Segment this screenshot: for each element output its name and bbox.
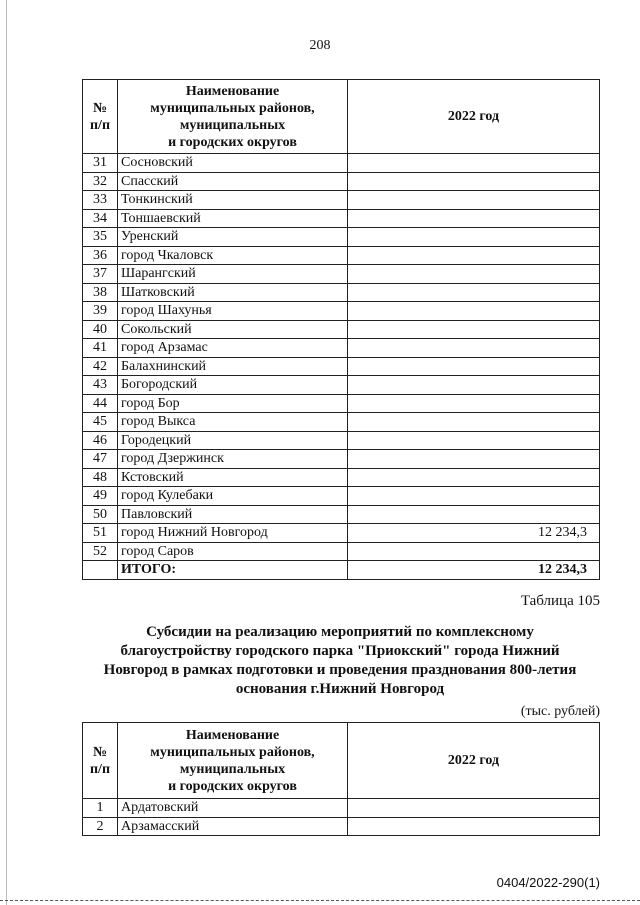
row-number: 34 — [83, 209, 118, 228]
municipality-name: Тоншаевский — [118, 209, 348, 228]
row-number: 1 — [83, 799, 118, 818]
subsidy-value — [348, 505, 600, 524]
table-title — [90, 623, 590, 699]
document-code: 0404/2022-290(1) — [496, 875, 600, 890]
row-number: 35 — [83, 228, 118, 247]
subsidy-value — [348, 265, 600, 284]
table-row — [83, 302, 600, 321]
table-row — [83, 357, 600, 376]
municipality-name: Арзамасский — [118, 817, 348, 836]
subsidy-value — [348, 468, 600, 487]
municipality-name: Тонкинский — [118, 191, 348, 210]
table-row — [83, 542, 600, 561]
municipality-name: город Чкаловск — [118, 246, 348, 265]
table-label: Таблица 105 — [520, 593, 600, 609]
scan-edge — [6, 0, 7, 905]
header-name-line: муниципальных районов, — [150, 744, 315, 760]
row-number: 33 — [83, 191, 118, 210]
table-row — [83, 265, 600, 284]
row-number: 50 — [83, 505, 118, 524]
subsidy-value — [348, 246, 600, 265]
header-year: 2022 год — [348, 723, 600, 799]
header-name-line: и городских округов — [168, 778, 297, 794]
table-row — [83, 413, 600, 432]
table-row — [83, 487, 600, 506]
table-header-row — [83, 80, 600, 154]
scan-artifact-line — [0, 900, 640, 901]
row-number: 41 — [83, 339, 118, 358]
total-value: 12 234,3 — [348, 561, 600, 580]
header-year: 2022 год — [348, 80, 600, 154]
table-row — [83, 320, 600, 339]
subsidy-value: 12 234,3 — [348, 524, 600, 543]
municipality-name: Сокольский — [118, 320, 348, 339]
subsidy-table-105 — [82, 722, 600, 836]
row-number: 37 — [83, 265, 118, 284]
total-num-cell — [83, 561, 118, 580]
row-number: 39 — [83, 302, 118, 321]
municipality-name: Балахнинский — [118, 357, 348, 376]
subsidy-value — [348, 817, 600, 836]
municipality-name: Шатковский — [118, 283, 348, 302]
row-number: 51 — [83, 524, 118, 543]
subsidy-value — [348, 172, 600, 191]
subsidy-value — [348, 339, 600, 358]
header-name-line: Наименование — [185, 727, 280, 743]
row-number: 42 — [83, 357, 118, 376]
table-title-line: благоустройству городского парка "Приокский" города Нижний — [120, 643, 560, 659]
table-row — [83, 431, 600, 450]
municipality-name: Шарангский — [118, 265, 348, 284]
municipality-name: Богородский — [118, 376, 348, 395]
row-number: 45 — [83, 413, 118, 432]
table-title-line: Субсидии на реализацию мероприятий по комплексному — [146, 624, 534, 640]
subsidy-value — [348, 487, 600, 506]
subsidy-value — [348, 320, 600, 339]
municipality-name: город Кулебаки — [118, 487, 348, 506]
header-name-line: муниципальных — [179, 117, 286, 133]
municipality-name: город Нижний Новгород — [118, 524, 348, 543]
row-number: 46 — [83, 431, 118, 450]
table-row — [83, 154, 600, 173]
municipality-name: город Дзержинск — [118, 450, 348, 469]
municipality-name: Городецкий — [118, 431, 348, 450]
table-row — [83, 799, 600, 818]
municipality-name: город Саров — [118, 542, 348, 561]
subsidy-value — [348, 542, 600, 561]
row-number: 2 — [83, 817, 118, 836]
table-title-line: основания г.Нижний Новгород — [235, 681, 445, 697]
header-name — [118, 80, 348, 154]
row-number: 32 — [83, 172, 118, 191]
municipality-name: Павловский — [118, 505, 348, 524]
subsidy-value — [348, 413, 600, 432]
table-row — [83, 524, 600, 543]
table-row — [83, 228, 600, 247]
row-number: 31 — [83, 154, 118, 173]
table-title-line: Новгород в рамках подготовки и проведения празднования 800-летия — [103, 662, 577, 678]
table-row — [83, 505, 600, 524]
table-row — [83, 172, 600, 191]
subsidy-value — [348, 450, 600, 469]
subsidy-value — [348, 154, 600, 173]
municipality-name: Спасский — [118, 172, 348, 191]
table-row — [83, 339, 600, 358]
total-label: ИТОГО: — [118, 561, 348, 580]
subsidy-value — [348, 209, 600, 228]
subsidy-value — [348, 376, 600, 395]
table-row — [83, 817, 600, 836]
table-row — [83, 376, 600, 395]
table-row — [83, 283, 600, 302]
row-number: 47 — [83, 450, 118, 469]
row-number: 52 — [83, 542, 118, 561]
table-row — [83, 209, 600, 228]
header-name — [118, 723, 348, 799]
municipality-name: Кстовский — [118, 468, 348, 487]
municipality-name: город Шахунья — [118, 302, 348, 321]
page-number: 208 — [309, 38, 331, 53]
table-row — [83, 246, 600, 265]
subsidy-value — [348, 431, 600, 450]
row-number: 43 — [83, 376, 118, 395]
table-row — [83, 450, 600, 469]
subsidy-table-continued — [82, 79, 600, 580]
row-number: 36 — [83, 246, 118, 265]
header-name-line: муниципальных — [179, 761, 286, 777]
municipality-name: Ардатовский — [118, 799, 348, 818]
table-row — [83, 394, 600, 413]
row-number: 38 — [83, 283, 118, 302]
header-num: № п/п — [83, 723, 118, 799]
municipality-name: Уренский — [118, 228, 348, 247]
row-number: 44 — [83, 394, 118, 413]
header-name-line: муниципальных районов, — [150, 100, 315, 116]
subsidy-value — [348, 228, 600, 247]
table-row — [83, 191, 600, 210]
row-number: 48 — [83, 468, 118, 487]
municipality-name: Сосновский — [118, 154, 348, 173]
subsidy-value — [348, 191, 600, 210]
units-label: (тыс. рублей) — [520, 704, 600, 719]
subsidy-value — [348, 302, 600, 321]
header-name-line: и городских округов — [168, 134, 297, 150]
municipality-name: город Бор — [118, 394, 348, 413]
row-number: 49 — [83, 487, 118, 506]
table-row — [83, 468, 600, 487]
header-num: № п/п — [83, 80, 118, 154]
subsidy-value — [348, 394, 600, 413]
header-name-line: Наименование — [185, 83, 280, 99]
table-header-row — [83, 723, 600, 799]
row-number: 40 — [83, 320, 118, 339]
municipality-name: город Выкса — [118, 413, 348, 432]
total-row — [83, 561, 600, 580]
subsidy-value — [348, 283, 600, 302]
municipality-name: город Арзамас — [118, 339, 348, 358]
subsidy-value — [348, 357, 600, 376]
subsidy-value — [348, 799, 600, 818]
